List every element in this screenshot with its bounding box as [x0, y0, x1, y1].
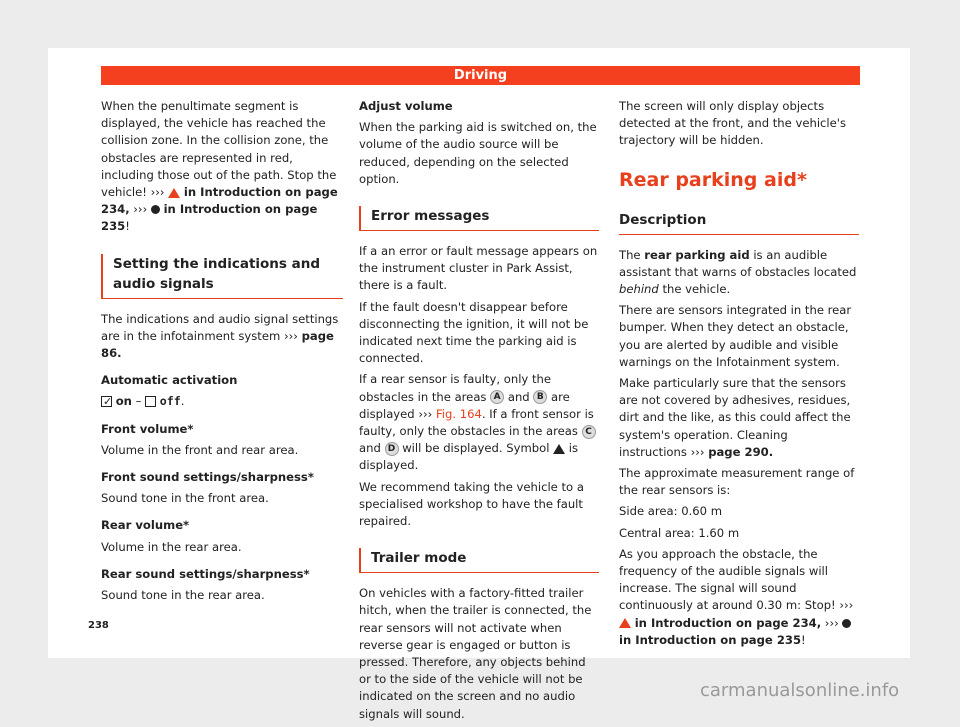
desc-text: As you approach the obstacle, the frequency of the audible signals will increase. The signal will sound continuously at around 0.30 m: Stop! — [619, 546, 836, 613]
option-off: off — [159, 394, 181, 409]
desc-text: behind — [619, 282, 659, 297]
warning-icon — [168, 188, 180, 198]
err-text: are displayed — [359, 389, 570, 421]
front-sound-text: Sound tone in the front area. — [101, 491, 269, 506]
area-b-icon: B — [533, 390, 547, 404]
ref-link[interactable]: in Introduction on page 234, — [101, 185, 338, 217]
figure-link[interactable]: Fig. 164 — [435, 406, 482, 421]
area-a-icon: A — [490, 390, 504, 404]
column-2 — [359, 98, 599, 727]
note-icon — [842, 619, 851, 628]
screen-text: The screen will only display objects detected at the front, and the vehicle's trajectory will be hidden. — [619, 99, 846, 148]
error-text-4: We recommend taking the vehicle to a specialised workshop to have the fault repaired. — [359, 479, 584, 529]
rear-volume-text: Volume in the rear area. — [101, 539, 242, 554]
column-1 — [101, 98, 343, 608]
err-text: is displayed. — [359, 441, 579, 473]
warning-icon — [619, 618, 631, 628]
section-header: Driving — [101, 66, 860, 85]
error-heading: Error messages — [359, 206, 599, 231]
watermark: carmanualsonline.info — [700, 680, 900, 701]
rear-sound-label: Rear sound settings/sharpness* — [101, 566, 310, 581]
trailer-heading: Trailer mode — [359, 548, 599, 573]
desc-text: Make particularly sure that the sensors are not covered by adhesives, residues, dirt and the like, as this could affect the system's operation. Cleaning instructions — [619, 376, 851, 459]
settings-text-body: The indications and audio signal settings are in the infotainment system — [101, 311, 339, 343]
page-number: 238 — [88, 620, 109, 631]
adjust-volume-text: When the parking aid is switched on, the volume of the audio source will be reduced, depending on the selected option. — [359, 120, 597, 186]
note-icon — [151, 205, 160, 214]
auto-options: ✓ on – off. — [101, 393, 343, 410]
ref-link[interactable]: in Introduction on page 234, — [634, 615, 822, 630]
settings-heading: Setting the indications and audio signals — [101, 254, 343, 299]
err-text: If a rear sensor is faulty, only the obstacles in the areas — [359, 372, 551, 404]
desc-text: rear parking aid — [644, 247, 750, 262]
ref-link[interactable]: page 86. — [101, 328, 334, 361]
option-on: on — [115, 394, 132, 409]
desc-text-4: The approximate measurement range of the rear sensors is: — [619, 466, 855, 498]
err-text: will be displayed. Symbol — [402, 441, 550, 456]
central-area: Central area: 1.60 m — [619, 525, 740, 540]
rear-parking-heading: Rear parking aid* — [619, 168, 807, 191]
side-area: Side area: 0.60 m — [619, 504, 722, 519]
front-volume-text: Volume in the front and rear area. — [101, 442, 299, 457]
error-text-1: If a an error or fault message appears on the instrument cluster in Park Assist, there is a fault. — [359, 244, 598, 293]
description-heading: Description — [619, 210, 859, 235]
desc-text: the vehicle. — [662, 282, 731, 297]
collision-text: When the penultimate segment is displayed, the vehicle has reached the collision zone. In the collision zone, the obstacles are represented in red, including those out of the path. Stop the vehicle! ››› in Introduction on page 234, ››› in Introduction on page 235! — [101, 99, 338, 234]
column-3 — [619, 98, 859, 653]
desc-text-5: As you approach the obstacle, the frequency of the audible signals will increase. The signal will sound continuously at around 0.30 m: Stop! ››› in Introduction on page 234, ››› in Introduction on page 235! — [619, 546, 854, 647]
ref-link[interactable]: in Introduction on page 235 — [101, 202, 318, 234]
warning-icon — [553, 444, 565, 454]
desc-text: The — [619, 247, 641, 262]
error-text-2: If the fault doesn't disappear before disconnecting the ignition, it will not be indicated next time the parking aid is connected. — [359, 299, 589, 366]
error-text-3: If a rear sensor is faulty, only the obstacles in the areas A and B are displayed ››› Fig. 164. If a front sensor is faulty, only the obstacles in the areas C and D will be displayed. Symbol is displayed. — [359, 372, 594, 473]
rear-sound-text: Sound tone in the rear area. — [101, 588, 265, 603]
checkbox-on-icon — [101, 396, 112, 407]
ref-link[interactable]: in Introduction on page 235 — [619, 632, 802, 647]
adjust-volume-label: Adjust volume — [359, 99, 453, 113]
checkbox-off-icon — [145, 396, 156, 407]
auto-label: Automatic activation — [101, 373, 238, 388]
desc-text-2: There are sensors integrated in the rear bumper. When they detect an obstacle, you are alerted by audible and visible warnings on the Infotainment system. — [619, 303, 852, 369]
area-d-icon: D — [385, 442, 399, 456]
desc-text-1 — [619, 247, 859, 299]
desc-text: is an audible assistant that warns of obstacles located — [619, 247, 857, 279]
collision-text-body: When the penultimate segment is displayed, the vehicle has reached the collision zone. In the collision zone, the obstacles are represented in red, including those out of the path. Stop the vehicle! — [101, 99, 337, 200]
front-volume-label: Front volume* — [101, 421, 194, 436]
err-text: . If a front sensor is faulty, only the obstacles in the areas — [359, 406, 594, 439]
settings-text: The indications and audio signal settings are in the infotainment system ››› page 86. — [101, 311, 339, 361]
desc-text-3: Make particularly sure that the sensors are not covered by adhesives, residues, dirt and the like, as this could affect the system's operation. Cleaning instructions ››› page 290. — [619, 376, 851, 459]
trailer-text: On vehicles with a factory-fitted trailer hitch, when the trailer is connected, the rear sensors will not activate when reverse gear is engaged or button is pressed. Therefore, any objects behind or to the side of the vehicle will not be indicated on the screen and no audio signals will sound. — [359, 586, 592, 721]
rear-volume-label: Rear volume* — [101, 518, 190, 533]
front-sound-label: Front sound settings/sharpness* — [101, 470, 314, 485]
area-c-icon: C — [582, 425, 596, 439]
ref-link[interactable]: page 290. — [708, 444, 774, 459]
